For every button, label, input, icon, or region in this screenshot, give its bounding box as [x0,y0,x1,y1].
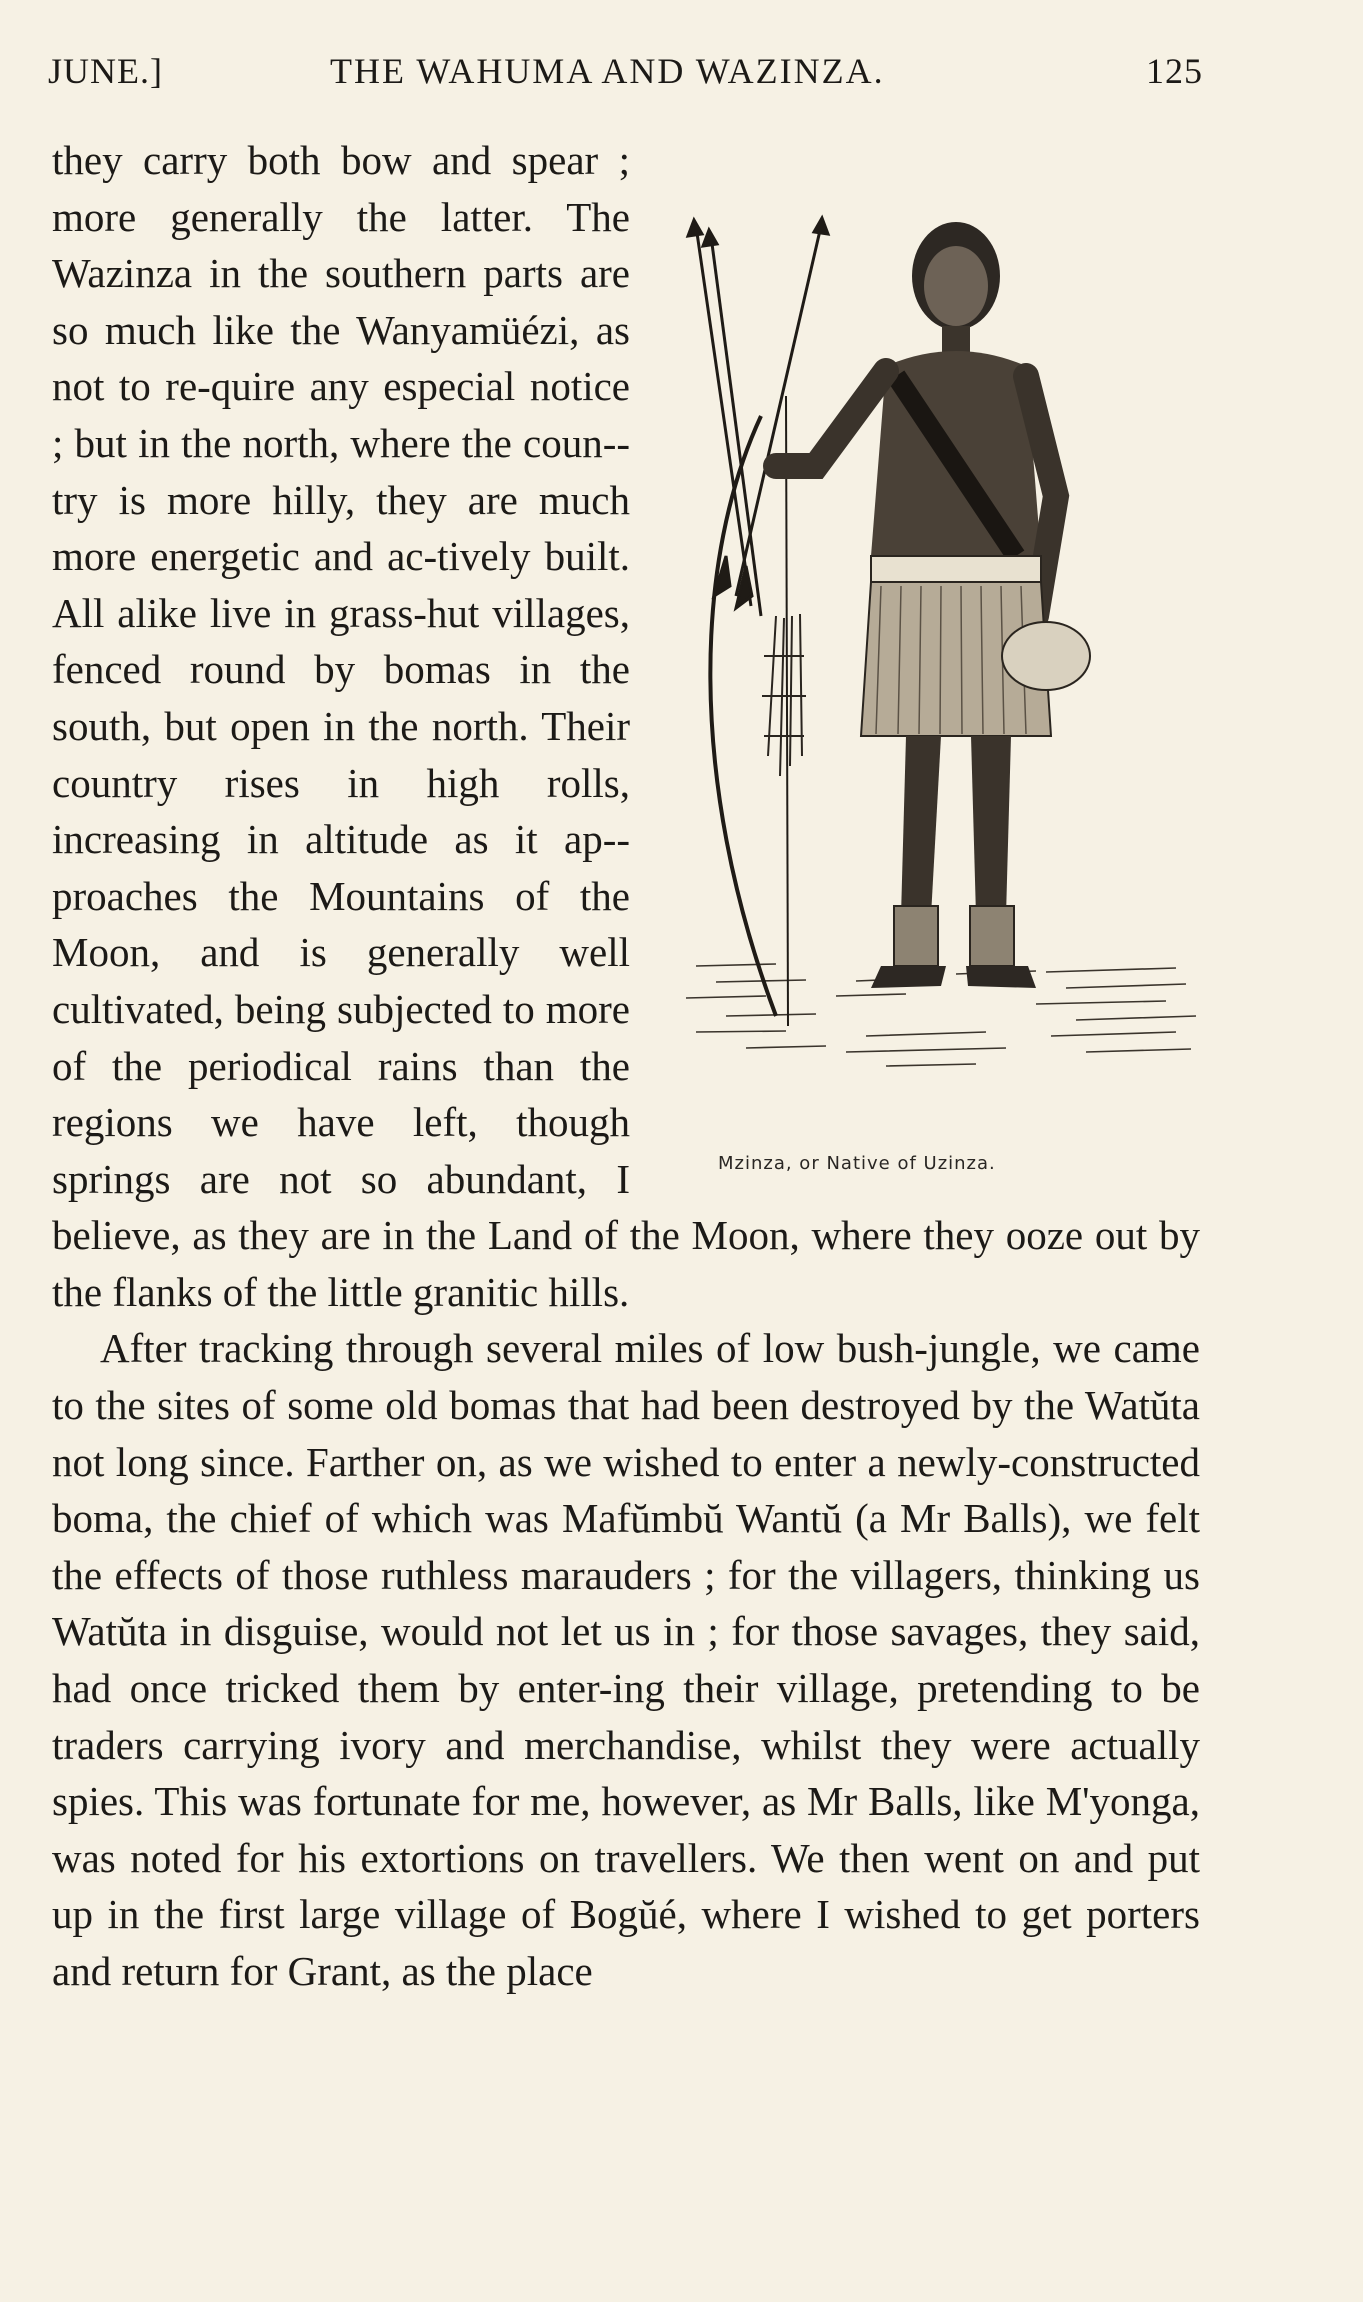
hanging-fringe [762,614,806,776]
bow [710,416,776,1016]
bow-string [786,396,788,1026]
body-text [52,132,1200,2000]
man-figure [776,222,1090,988]
running-head-date: JUNE.] [48,51,163,91]
engraving-figure [656,136,1204,1174]
native-engraving-illustration [656,136,1204,1136]
running-head-title: THE WAHUMA AND WAZINZA. [330,51,885,91]
paragraph-2: After tracking through several miles of low bush-jungle, we came to the sites of some old bomas that had been destroyed by the Watŭta not long since. Farther on, as we wished to enter a newly-constructed boma, the chief of which was Mafŭmbŭ Wantŭ (a Mr Balls), we felt the effects of those ruthless marauders ; for the villagers, thinking us Watŭta in disguise, would not let us in ; for those savages, they said, had once tricked them by enter-ing their village, pretending to be traders carrying ivory and merchandise, whilst they were actually spies. This was fortunate for me, however, as Mr Balls, like M'yonga, was noted for his extortions on travellers. We then went on and put up in the first large village of Bogŭé, where I wished to get porters and return for Grant, as the place [52,1325,1200,1994]
arrows [688,218,828,616]
page-number: 125 [1146,51,1203,91]
figure-caption: Mzinza, or Native of Uzinza. [718,1153,996,1174]
running-head [48,50,1203,96]
paragraph-1: they carry both bow and spear ; more generally the latter. The Wazinza in the southern parts are so much like the Wanyamüézi, as not to re-quire any especial notice ; but in the north, where the coun-try is more hilly, they are much more energetic and ac-tively built. All alike live in grass-hut villages, fenced round by bomas in the south, but open in the north. Their country rises in high rolls, increasing in altitude as it ap-proaches the Mountains of the Moon, and is generally well cultivated, being subjected to more of the periodical rains than the regions we have left, though springs are not so abundant, I believe, as they are in the Land of the Moon, where they ooze out by the flanks of the little granitic hills. [52,137,1200,1315]
